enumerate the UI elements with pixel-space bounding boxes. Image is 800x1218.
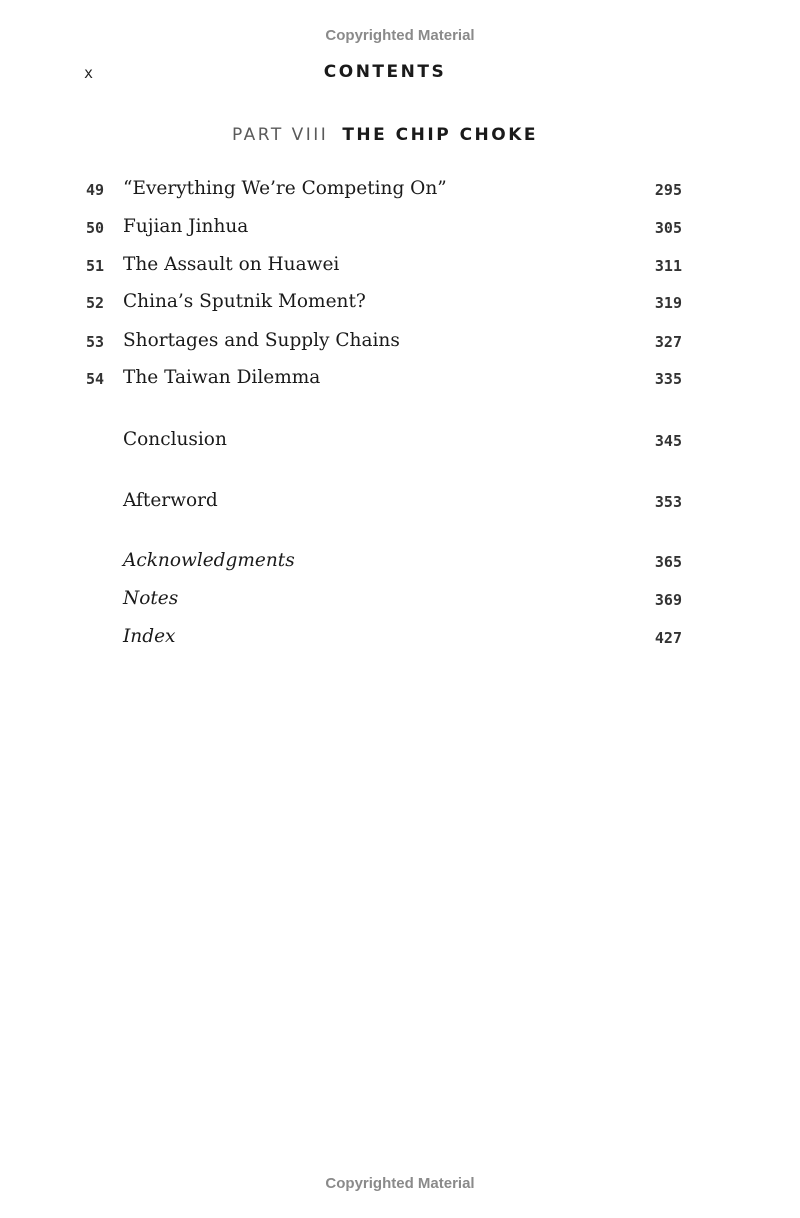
page-number: 353 bbox=[654, 493, 682, 511]
toc-entry-afterword[interactable] bbox=[0, 490, 800, 516]
page-number: 319 bbox=[654, 294, 682, 312]
copyright-watermark-bottom: Copyrighted Material bbox=[325, 1175, 475, 1192]
page-number: 335 bbox=[654, 370, 682, 388]
back-matter-title: Acknowledgments bbox=[123, 550, 295, 571]
chapter-number: 50 bbox=[86, 219, 105, 237]
toc-entry-conclusion[interactable] bbox=[0, 429, 800, 455]
chapter-number: 53 bbox=[86, 333, 105, 351]
toc-entry-chapter[interactable] bbox=[0, 367, 800, 393]
toc-entry-chapter[interactable] bbox=[0, 254, 800, 280]
chapter-number: 51 bbox=[86, 257, 105, 275]
part-label: PART VIII bbox=[231, 125, 329, 145]
page-number: 327 bbox=[654, 333, 682, 351]
toc-entry-notes[interactable] bbox=[0, 588, 800, 614]
chapter-number: 54 bbox=[86, 370, 105, 388]
toc-entry-chapter[interactable] bbox=[0, 291, 800, 317]
page-number: 295 bbox=[654, 181, 682, 199]
part-title: THE CHIP CHOKE bbox=[342, 125, 539, 145]
page-number: 345 bbox=[654, 432, 682, 450]
back-matter-title: Index bbox=[123, 626, 176, 647]
toc-entry-index[interactable] bbox=[0, 626, 800, 652]
page-number: 369 bbox=[654, 591, 682, 609]
chapter-title: “Everything We’re Competing On” bbox=[123, 178, 447, 199]
chapter-title: Fujian Jinhua bbox=[123, 216, 249, 237]
page-number: 365 bbox=[654, 553, 682, 571]
section-title: Afterword bbox=[123, 490, 218, 511]
copyright-watermark-top: Copyrighted Material bbox=[325, 27, 475, 44]
page-folio: x bbox=[84, 64, 94, 82]
chapter-title: The Assault on Huawei bbox=[123, 254, 340, 275]
page-number: 311 bbox=[654, 257, 682, 275]
toc-entry-chapter[interactable] bbox=[0, 216, 800, 242]
running-head: CONTENTS bbox=[323, 62, 447, 82]
chapter-title: The Taiwan Dilemma bbox=[123, 367, 321, 388]
toc-entry-acknowledgments[interactable] bbox=[0, 550, 800, 576]
chapter-number: 52 bbox=[86, 294, 105, 312]
page-number: 305 bbox=[654, 219, 682, 237]
toc-entry-chapter[interactable] bbox=[0, 178, 800, 204]
chapter-title: China’s Sputnik Moment? bbox=[123, 291, 366, 312]
back-matter-title: Notes bbox=[123, 588, 179, 609]
chapter-title: Shortages and Supply Chains bbox=[123, 330, 400, 351]
section-title: Conclusion bbox=[123, 429, 227, 450]
part-heading bbox=[0, 125, 770, 145]
page-number: 427 bbox=[654, 629, 682, 647]
chapter-number: 49 bbox=[86, 181, 105, 199]
toc-entry-chapter[interactable] bbox=[0, 330, 800, 356]
